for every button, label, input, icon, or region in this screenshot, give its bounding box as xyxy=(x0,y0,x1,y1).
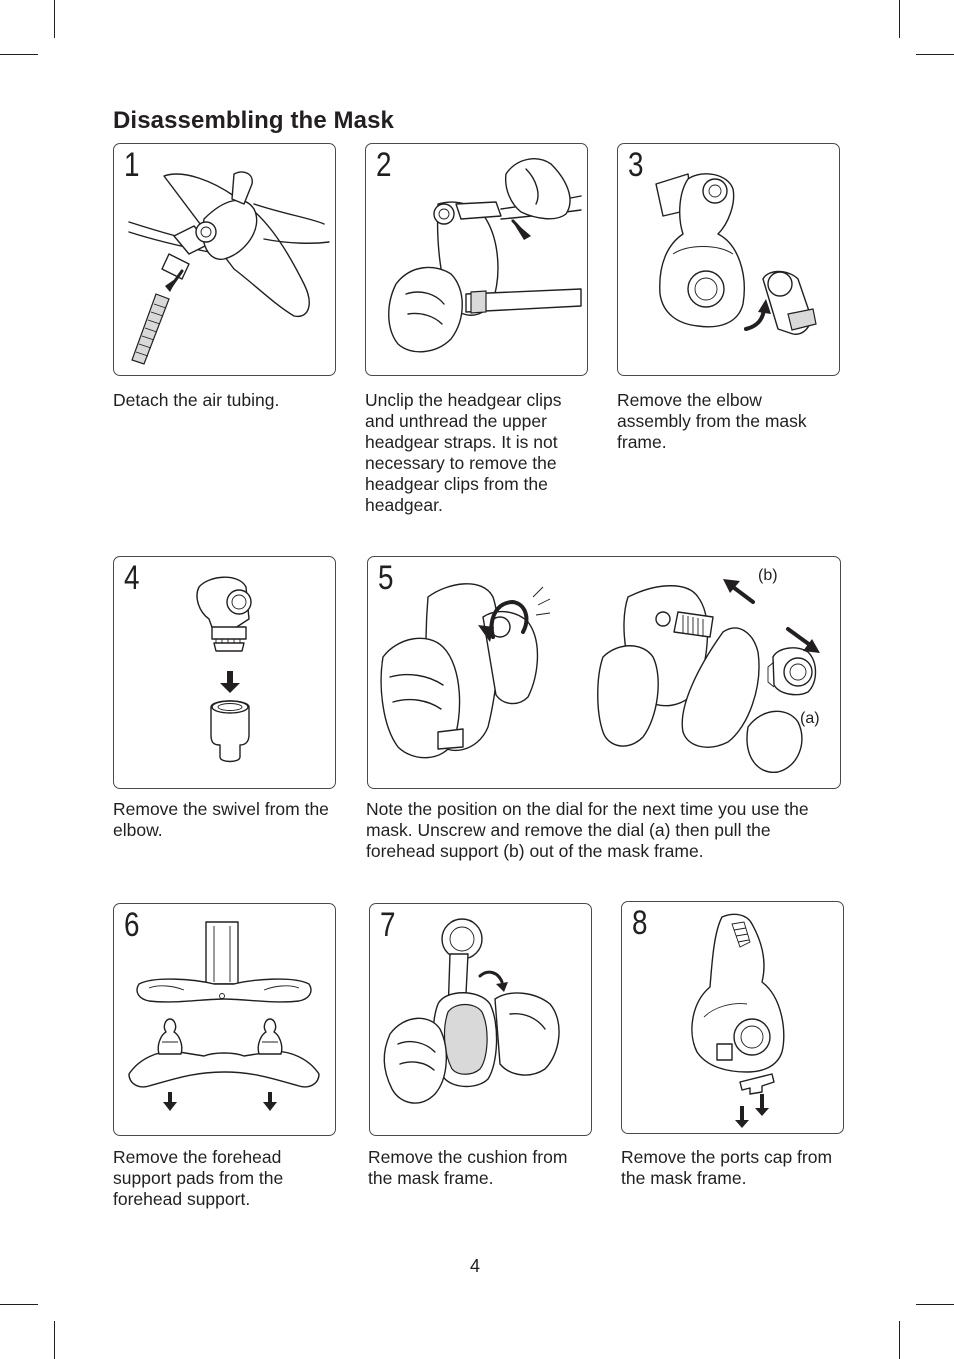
step-6-caption: Remove the forehead support pads from the forehead support. xyxy=(113,1147,284,1209)
dial-removal-illustration xyxy=(368,557,842,790)
step-5-illustration xyxy=(367,556,841,789)
forehead-pads-illustration xyxy=(114,904,337,1137)
crop-mark xyxy=(899,1321,900,1359)
step-2-caption: Unclip the headgear clips and unthread the upper headgear straps. It is not necessary to remove the headgear clips from the headgear. xyxy=(365,390,562,515)
step-7-caption: Remove the cushion from the mask frame. xyxy=(368,1147,568,1188)
step-number: 8 xyxy=(632,904,648,942)
caption-ref-a: (a) xyxy=(649,820,671,840)
crop-mark xyxy=(0,1304,38,1305)
step-number: 3 xyxy=(628,146,644,184)
step-1-illustration xyxy=(113,143,336,376)
step-2-illustration xyxy=(365,143,588,376)
cushion-removal-illustration xyxy=(370,904,593,1137)
headgear-unclip-illustration xyxy=(366,144,589,377)
step-4-illustration xyxy=(113,556,336,789)
step-3-caption: Remove the elbow assembly from the mask frame. xyxy=(617,390,807,452)
caption-text: out of the mask frame. xyxy=(524,841,704,861)
step-7-illustration xyxy=(369,903,592,1136)
crop-mark xyxy=(0,54,38,55)
tubing-detach-illustration xyxy=(114,144,337,377)
crop-mark xyxy=(54,1321,55,1359)
crop-mark xyxy=(899,0,900,38)
step-number: 2 xyxy=(376,146,392,184)
caption-text: Note the position on the dial for the next time you use the mask. Unscrew and remove the dial xyxy=(366,799,809,840)
step-number: 4 xyxy=(124,559,140,597)
caption-ref-b: (b) xyxy=(503,841,525,861)
ports-cap-removal-illustration xyxy=(622,902,845,1135)
crop-mark xyxy=(916,54,954,55)
page-number: 4 xyxy=(470,1256,481,1276)
caption-text: then pull the forehead support xyxy=(366,820,771,861)
step-5-caption xyxy=(366,799,841,862)
step-6-illustration xyxy=(113,903,336,1136)
step-8-caption: Remove the ports cap from the mask frame. xyxy=(621,1147,833,1188)
step-number: 1 xyxy=(124,146,140,184)
label-b: (b) xyxy=(758,567,778,584)
step-number: 7 xyxy=(380,906,396,944)
step-3-illustration xyxy=(617,143,840,376)
step-4-caption: Remove the swivel from the elbow. xyxy=(113,799,329,840)
step-1-caption: Detach the air tubing. xyxy=(113,390,280,410)
step-number: 6 xyxy=(124,906,140,944)
step-8-illustration xyxy=(621,901,844,1134)
crop-mark xyxy=(54,0,55,38)
label-a: (a) xyxy=(800,710,820,727)
step-number: 5 xyxy=(378,559,394,597)
crop-mark xyxy=(916,1304,954,1305)
elbow-removal-illustration xyxy=(618,144,841,377)
page-title: Disassembling the Mask xyxy=(113,107,394,134)
swivel-removal-illustration xyxy=(114,557,337,790)
